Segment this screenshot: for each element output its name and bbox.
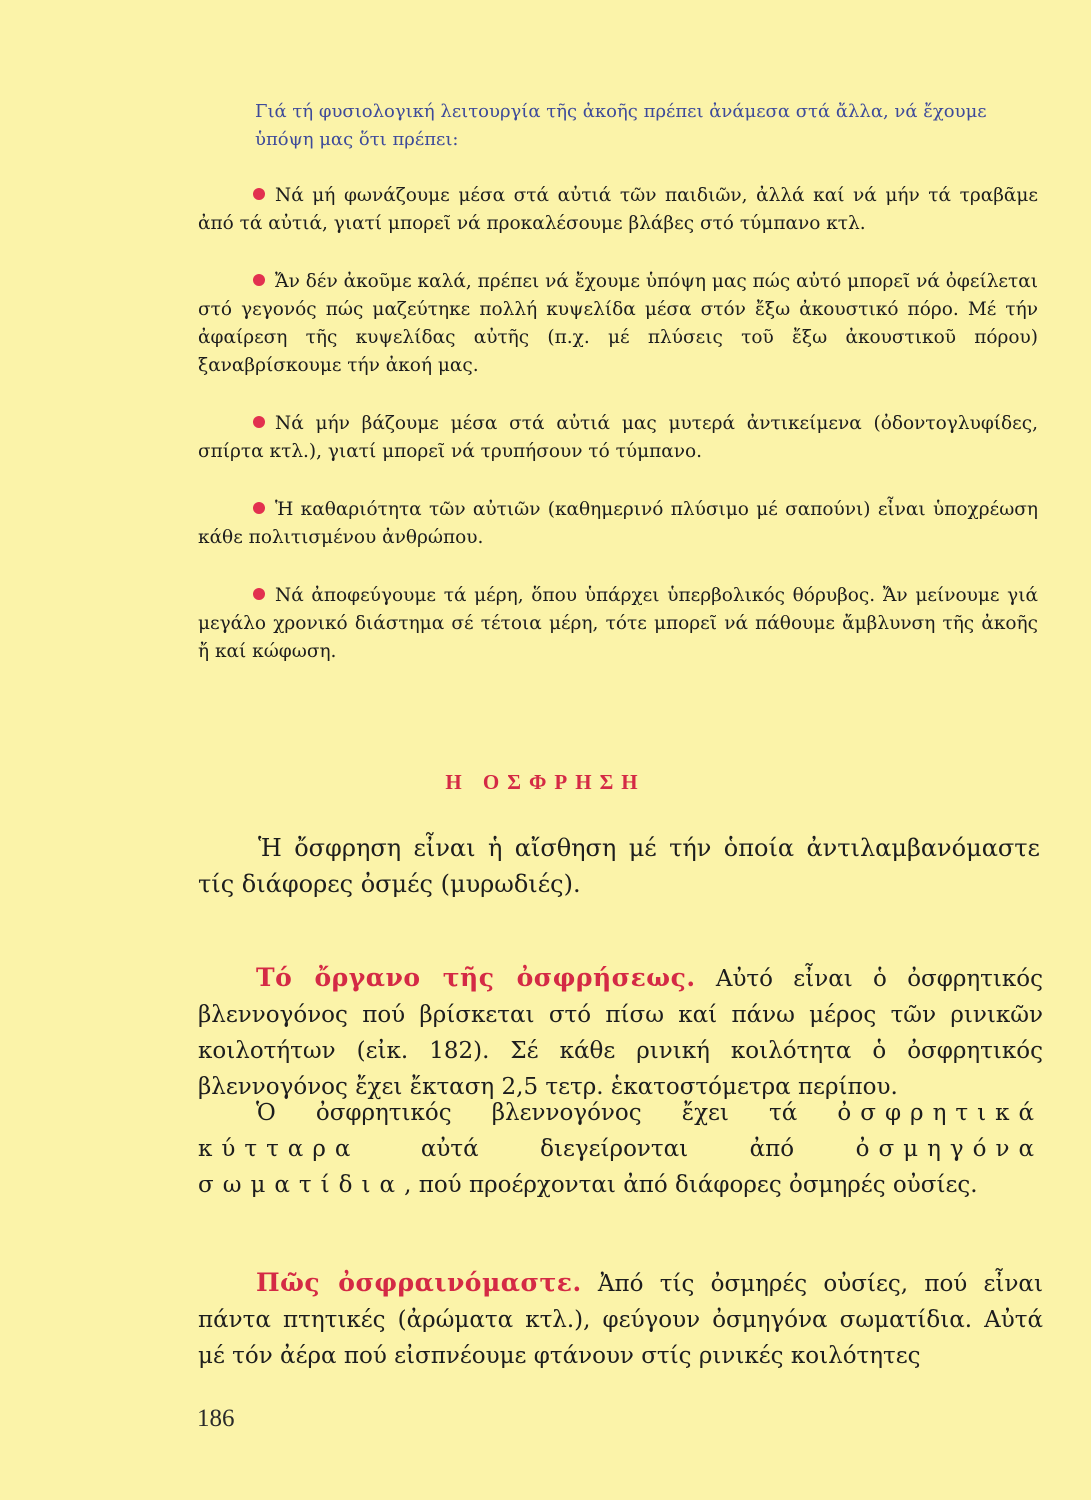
bullet-text: Ἡ καθαριότητα τῶν αὐτιῶν (καθημερινό πλύσιμο μέ σαπούνι) εἶναι ὑποχρέωση κάθε πολιτισμένου ἀνθρώπου.: [198, 499, 1038, 548]
cells-text-2: αὐτά διεγείρονται ἀπό: [359, 1136, 856, 1162]
cells-paragraph: [198, 1095, 1043, 1203]
organ-heading: Τό ὄργανο τῆς ὀσφρήσεως.: [256, 963, 696, 992]
organ-text: Αὐτό εἶναι ὁ ὀσφρητικός βλεννογόνος πού βρίσκεται στό πίσω καί πάνω μέρος τῶν ρινικῶν κοιλοτήτων (εἰκ. 182). Σέ κάθε ρινική κοιλότητα ὁ ὀσφρητικός βλεννογόνος ἔχει ἔκταση 2,5 τετρ. ἑκατοστόμετρα περίπου.: [198, 966, 1043, 1100]
cells-text-1: Ὁ ὀσφρητικός βλεννογόνος ἔχει τά: [256, 1100, 838, 1126]
intro-text: Γιά τή φυσιολογική λειτουργία τῆς ἀκοῆς πρέπει ἀνάμεσα στά ἄλλα, νά ἔχουμε ὑπόψη μας ὅτι πρέπει:: [255, 101, 987, 150]
definition-paragraph: Ἡ ὄσφρηση εἶναι ἡ αἴσθηση μέ τήν ὁποία ἀντιλαμβανόμαστε τίς διάφορες ὀσμές (μυρωδιές).: [198, 834, 1040, 898]
bullet-text: Νά μή φωνάζουμε μέσα στά αὐτιά τῶν παιδιῶν, ἀλλά καί νά μήν τά τραβᾶμε ἀπό τά αὐτιά, γιατί μπορεῖ νά προκαλέσουμε βλάβες στό τύμπανο κτλ.: [198, 185, 1038, 234]
bullet-dot-icon: [253, 502, 265, 514]
bullet-dot-icon: [253, 274, 265, 286]
hygiene-bullet-list: [198, 182, 1038, 696]
bullet-dot-icon: [253, 416, 265, 428]
bullet-item: [198, 582, 1038, 666]
smell-paragraph: [198, 1265, 1043, 1374]
cells-spaced-term-1: ὀσφρητικά κύτταρα: [198, 1100, 1043, 1162]
page-number: 186: [197, 1405, 235, 1432]
bullet-item: [198, 410, 1038, 466]
bullet-item: [198, 496, 1038, 552]
bullet-text: Νά ἀποφεύγουμε τά μέρη, ὅπου ὑπάρχει ὑπερβολικός θόρυβος. Ἄν μείνουμε γιά μεγάλο χρονικό διάστημα σέ τέτοια μέρη, τότε μπορεῖ νά πάθουμε ἄμβλυνση τῆς ἀκοῆς ἤ καί κώφωση.: [198, 585, 1038, 662]
bullet-dot-icon: [253, 188, 265, 200]
bullet-dot-icon: [253, 588, 265, 600]
smell-text: Ἀπό τίς ὀσμηρές οὐσίες, πού εἶναι πάντα πτητικές (ἀρώματα κτλ.), φεύγουν ὀσμηγόνα σωματίδια. Αὐτά μέ τόν ἀέρα πού εἰσπνέουμε φτάνουν στίς ρινικές κοιλότητες: [198, 1271, 1043, 1369]
bullet-text: Νά μήν βάζουμε μέσα στά αὐτιά μας μυτερά ἀντικείμενα (ὀδοντογλυφίδες, σπίρτα κτλ.), γιατί μπορεῖ νά τρυπήσουν τό τύμπανο.: [198, 413, 1038, 462]
section-title: Η ΟΣΦΡΗΣΗ: [445, 770, 646, 794]
organ-paragraph: [198, 960, 1043, 1105]
bullet-item: [198, 182, 1038, 238]
cells-text-3: , πού προέρχονται ἀπό διάφορες ὀσμηρές οὐσίες.: [404, 1172, 978, 1198]
intro-paragraph: [255, 98, 1045, 154]
bullet-text: Ἄν δέν ἀκοῦμε καλά, πρέπει νά ἔχουμε ὑπόψη μας πώς αὐτό μπορεῖ νά ὀφείλεται στό γεγονός πώς μαζεύτηκε πολλή κυψελίδα μέσα στόν ἔξω ἀκουστικό πόρο. Μέ τήν ἀφαίρεση τῆς κυψελίδας αὐτῆς (π.χ. μέ πλύσεις τοῦ ἔξω ἀκουστικοῦ πόρου) ξαναβρίσκουμε τήν ἀκοή μας.: [198, 271, 1038, 376]
smell-heading: Πῶς ὀσφραινόμαστε.: [256, 1268, 582, 1297]
cells-spaced-term-2: ὀσμηγόνα σωματίδια: [198, 1136, 1043, 1198]
bullet-item: [198, 268, 1038, 380]
